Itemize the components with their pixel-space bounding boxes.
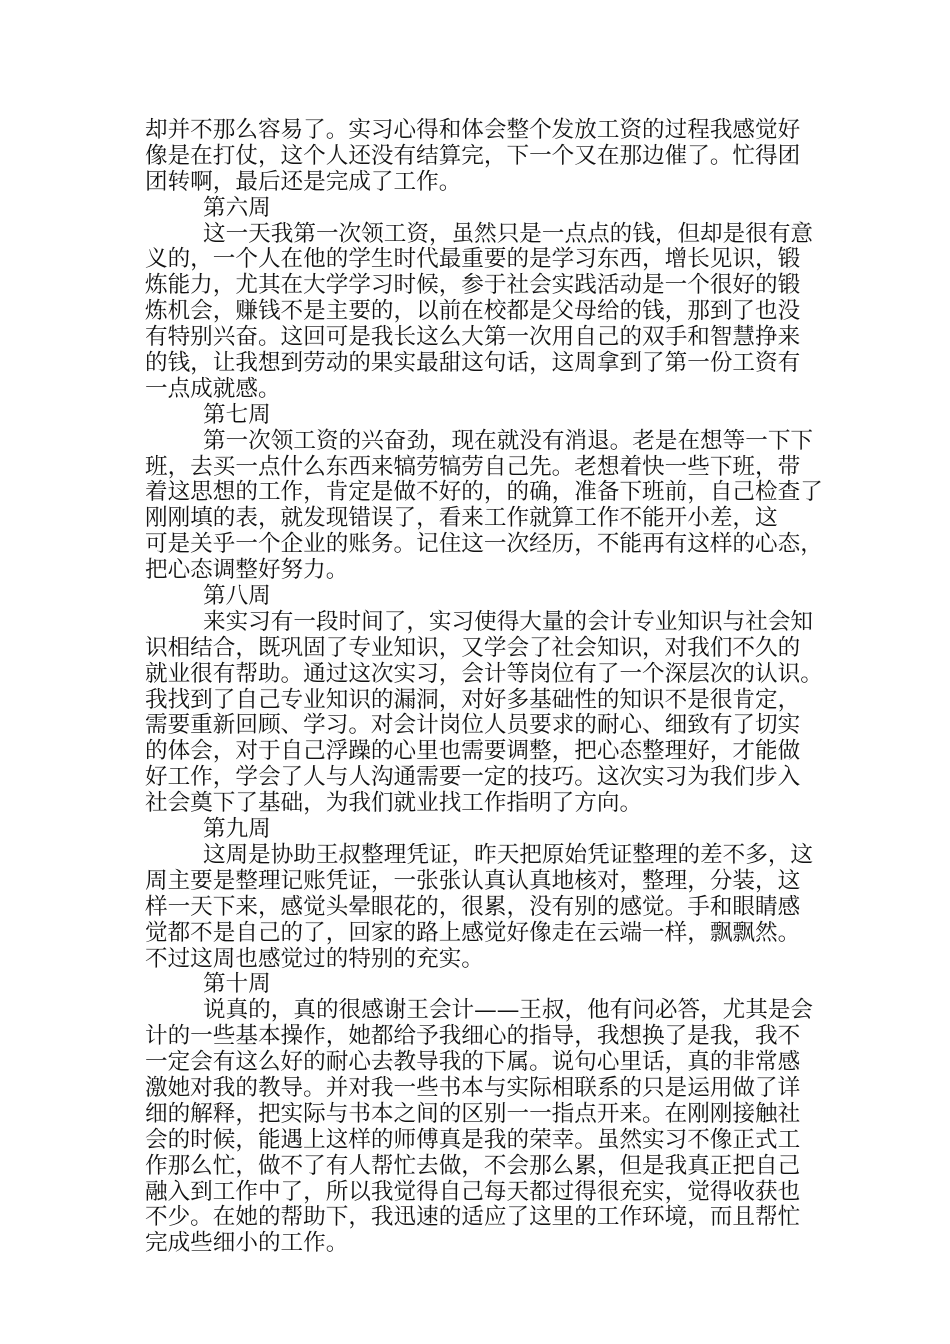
body-line: 一点成就感。 xyxy=(145,375,281,402)
body-line: 把心态调整好努力。 xyxy=(145,557,349,584)
body-line: 细的解释，把实际与书本之间的区别一一指点开来。在刚刚接触社 xyxy=(145,1100,801,1127)
body-line: 来实习有一段时间了，实习使得大量的会计专业知识与社会知 xyxy=(203,608,814,635)
section-week-10 xyxy=(145,972,825,1257)
body-line: 像是在打仗，这个人还没有结算完，下一个又在那边催了。忙得团 xyxy=(145,142,801,169)
section-heading: 第六周 xyxy=(203,194,271,221)
section-week-8 xyxy=(145,584,825,817)
section-heading: 第八周 xyxy=(203,583,271,610)
body-line: 会的时候，能遇上这样的师傅真是我的荣幸。虽然实习不像正式工 xyxy=(145,1126,801,1153)
body-line: 不过这周也感觉过的特别的充实。 xyxy=(145,945,484,972)
body-line: 义的，一个人在他的学生时代最重要的是学习东西，增长见识，锻 xyxy=(145,246,801,273)
body-line: 一定会有这么好的耐心去教导我的下属。说句心里话，真的非常感 xyxy=(145,1049,801,1076)
body-line: 识相结合，既巩固了专业知识，又学会了社会知识，对我们不久的 xyxy=(145,634,801,661)
section-intro xyxy=(145,118,825,196)
body-line: 说真的，真的很感谢王会计——王叔，他有问必答，尤其是会 xyxy=(203,997,814,1024)
body-line: 这一天我第一次领工资，虽然只是一点点的钱，但却是很有意 xyxy=(203,220,814,247)
body-line: 社会奠下了基础，为我们就业找工作指明了方向。 xyxy=(145,790,643,817)
section-week-6 xyxy=(145,196,825,403)
body-line: 融入到工作中了，所以我觉得自己每天都过得很充实，觉得收获也 xyxy=(145,1178,801,1205)
body-line: 班，去买一点什么东西来犒劳犒劳自己先。老想着快一些下班，带 xyxy=(145,453,801,480)
section-heading: 第七周 xyxy=(203,401,271,428)
section-heading: 第十周 xyxy=(203,971,271,998)
body-line: 炼能力，尤其在大学学习时候，参于社会实践活动是一个很好的锻 xyxy=(145,272,801,299)
body-line: 却并不那么容易了。实习心得和体会整个发放工资的过程我感觉好 xyxy=(145,117,801,143)
body-line: 激她对我的教导。并对我一些书本与实际相联系的只是运用做了详 xyxy=(145,1074,801,1101)
body-line: 可是关乎一个企业的账务。记住这一次经历，不能再有这样的心态， xyxy=(145,531,823,558)
body-line: 刚刚填的表，就发现错误了，看来工作就算工作不能开小差，这 xyxy=(145,505,778,532)
body-line: 觉都不是自己的了，回家的路上感觉好像走在云端一样，飘飘然。 xyxy=(145,919,801,946)
body-line: 的钱，让我想到劳动的果实最甜这句话，这周拿到了第一份工资有 xyxy=(145,350,801,377)
body-line: 完成些细小的工作。 xyxy=(145,1230,349,1257)
body-line: 就业很有帮助。通过这次实习，会计等岗位有了一个深层次的认识。 xyxy=(145,660,823,687)
body-line: 团转啊，最后还是完成了工作。 xyxy=(145,168,462,195)
body-line: 第一次领工资的兴奋劲，现在就没有消退。老是在想等一下下 xyxy=(203,427,814,454)
document-body xyxy=(145,118,825,1257)
body-line: 不少。在她的帮助下，我迅速的适应了这里的工作环境，而且帮忙 xyxy=(145,1204,801,1231)
body-line: 好工作，学会了人与人沟通需要一定的技巧。这次实习为我们步入 xyxy=(145,764,801,791)
body-line: 我找到了自己专业知识的漏洞，对好多基础性的知识不是很肯定， xyxy=(145,686,801,713)
section-heading: 第九周 xyxy=(203,816,271,843)
section-week-9 xyxy=(145,817,825,972)
body-line: 这周是协助王叔整理凭证，昨天把原始凭证整理的差不多，这 xyxy=(203,841,814,868)
body-line: 周主要是整理记账凭证，一张张认真认真地核对，整理，分装，这 xyxy=(145,867,801,894)
body-line: 需要重新回顾、学习。对会计岗位人员要求的耐心、细致有了切实 xyxy=(145,712,801,739)
body-line: 炼机会，赚钱不是主要的，以前在校都是父母给的钱，那到了也没 xyxy=(145,298,801,325)
section-week-7 xyxy=(145,403,825,584)
body-line: 计的一些基本操作，她都给予我细心的指导，我想换了是我，我不 xyxy=(145,1023,801,1050)
body-line: 作那么忙，做不了有人帮忙去做，不会那么累，但是我真正把自己 xyxy=(145,1152,801,1179)
body-line: 有特别兴奋。这回可是我长这么大第一次用自己的双手和智慧挣来 xyxy=(145,324,801,351)
body-line: 的体会，对于自己浮躁的心里也需要调整，把心态整理好，才能做 xyxy=(145,738,801,765)
body-line: 着这思想的工作，肯定是做不好的，的确，准备下班前，自己检查了 xyxy=(145,479,823,506)
body-line: 样一天下来，感觉头晕眼花的，很累，没有别的感觉。手和眼睛感 xyxy=(145,893,801,920)
